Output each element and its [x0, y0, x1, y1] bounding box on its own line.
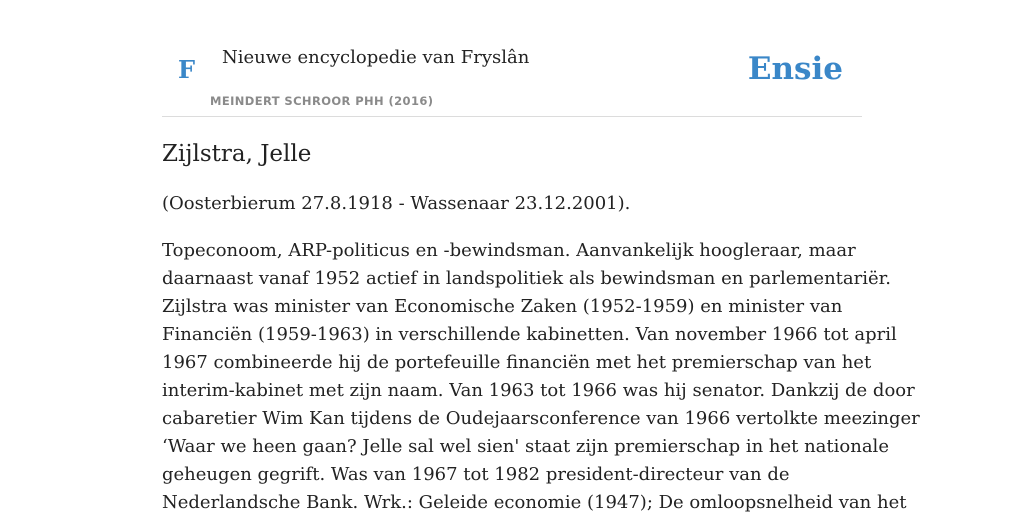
brand-logo[interactable]: Ensie: [747, 51, 843, 87]
body-line: Topeconoom, ARP-politicus en -bewindsman. Aanvankelijk hoogleraar, maar: [162, 240, 856, 261]
article: [162, 138, 920, 512]
body-line: cabaretier Wim Kan tijdens de Oudejaarsconference van 1966 vertolkte meezinger: [162, 408, 920, 429]
body-line: Nederlandsche Bank. Wrk.: Geleide economie (1947); De omloopsnelheid van het: [162, 492, 907, 512]
body-line: interim-kabinet met zijn naam. Van 1963 tot 1966 was hij senator. Dankzij de door: [162, 380, 915, 401]
article-dates: (Oosterbierum 27.8.1918 - Wassenaar 23.12.2001).: [162, 193, 631, 214]
body-line: ‘Waar we heen gaan? Jelle sal wel sien' staat zijn premierschap in het nationale: [162, 436, 889, 457]
body-line: daarnaast vanaf 1952 actief in landspolitiek als bewindsman en parlementariër.: [162, 268, 891, 289]
body-line: geheugen gegrift. Was van 1967 tot 1982 president-directeur van de: [162, 464, 790, 485]
page-header: [162, 0, 862, 117]
article-title: Zijlstra, Jelle: [162, 141, 312, 167]
article-body: [162, 237, 920, 512]
source-logo[interactable]: F: [178, 55, 196, 84]
body-line: 1967 combineerde hij de portefeuille financiën met het premierschap van het: [162, 352, 872, 373]
book-title[interactable]: Nieuwe encyclopedie van Fryslân: [222, 47, 530, 68]
body-line: Zijlstra was minister van Economische Zaken (1952-1959) en minister van: [162, 296, 843, 317]
body-line: Financiën (1959-1963) in verschillende kabinetten. Van november 1966 tot april: [162, 324, 897, 345]
book-author: MEINDERT SCHROOR PHH (2016): [210, 94, 434, 108]
